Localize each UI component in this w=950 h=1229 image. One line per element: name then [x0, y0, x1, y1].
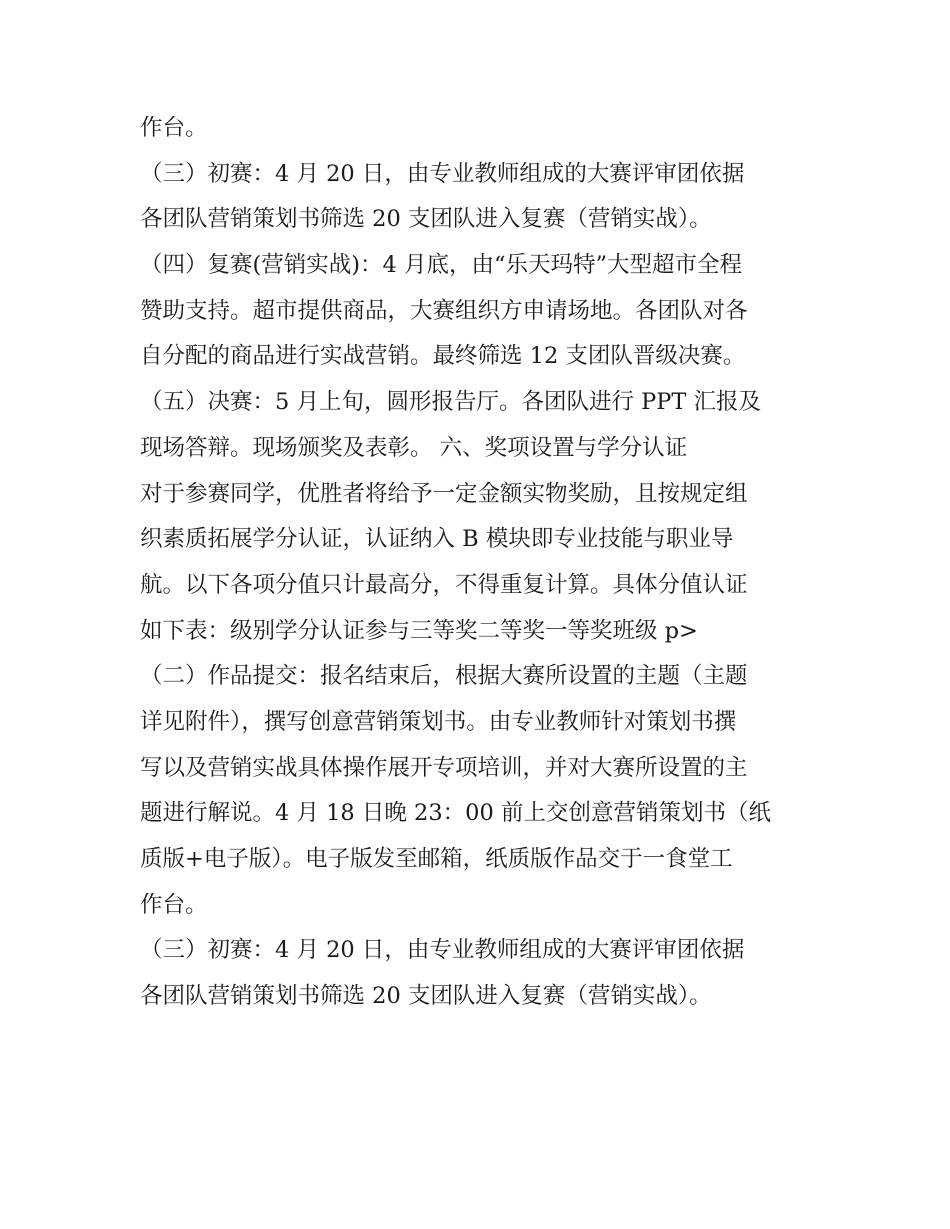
text-line: 自分配的商品进行实战营销。最终筛选 12 支团队晋级决赛。	[140, 343, 746, 370]
text-line: 作台。	[140, 115, 208, 141]
text-line: 现场答辩。现场颁奖及表彰。 六、奖项设置与学分认证	[140, 434, 688, 461]
text-line: （五）决赛：5 月上旬，圆形报告厅。各团队进行 PPT 汇报及	[140, 389, 762, 416]
text-line: 题进行解说。4 月 18 日晚 23：00 前上交创意营销策划书（纸	[140, 800, 771, 827]
text-line: 航。以下各项分值只计最高分，不得重复计算。具体分值认证	[140, 571, 748, 598]
text-line: 织素质拓展学分认证，认证纳入 B 模块即专业技能与职业导	[140, 526, 734, 553]
text-line: （四）复赛(营销实战)：4 月底，由“乐天玛特”大型超市全程	[140, 252, 743, 279]
text-line: 各团队营销策划书筛选 20 支团队进入复赛（营销实战）。	[140, 206, 712, 233]
text-line: 详见附件），撰写创意营销策划书。由专业教师针对策划书撰	[140, 708, 737, 735]
text-line: 赞助支持。超市提供商品，大赛组织方申请场地。各团队对各	[140, 297, 748, 324]
text-line: 对于参赛同学，优胜者将给予一定金额实物奖励，且按规定组	[140, 480, 748, 507]
text-line: 写以及营销实战具体操作展开专项培训，并对大赛所设置的主	[140, 754, 748, 781]
text-line: （三）初赛：4 月 20 日，由专业教师组成的大赛评审团依据	[140, 937, 745, 964]
text-line: 如下表：级别学分认证参与三等奖二等奖一等奖班级 p>	[140, 617, 698, 644]
text-line: 各团队营销策划书筛选 20 支团队进入复赛（营销实战）。	[140, 983, 712, 1010]
text-line: 质版+电子版）。电子版发至邮箱，纸质版作品交于一食堂工	[140, 846, 733, 872]
text-line: （二）作品提交：报名结束后，根据大赛所设置的主题（主题	[140, 663, 748, 690]
document-body	[140, 106, 820, 1020]
text-line: 作台。	[140, 891, 208, 918]
text-line: （三）初赛：4 月 20 日，由专业教师组成的大赛评审团依据	[140, 160, 745, 187]
